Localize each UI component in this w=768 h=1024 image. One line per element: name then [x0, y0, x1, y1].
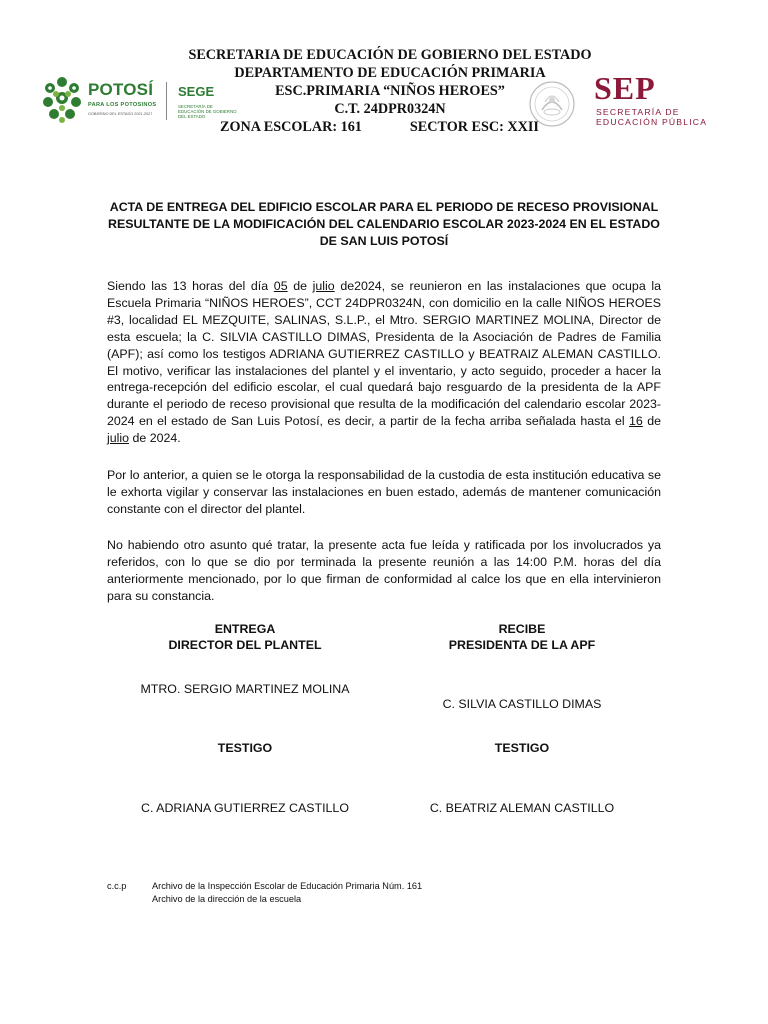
header-zona: ZONA ESCOLAR: 161	[220, 119, 362, 135]
header-line-escuela: ESC.PRIMARIA “NIÑOS HEROES”	[275, 83, 505, 99]
entrega-role: DIRECTOR DEL PLANTEL	[168, 638, 322, 652]
sege-subtitle-text: SECRETARÍA DE EDUCACIÓN DE GOBIERNO DEL ESTADO	[178, 104, 237, 119]
director-name: MTRO. SERGIO MARTINEZ MOLINA	[140, 682, 350, 696]
entrega-label: ENTREGA	[214, 622, 276, 636]
signature-recibe-block	[397, 621, 647, 653]
header-line-clave: C.T. 24DPR0324N	[334, 101, 446, 117]
signature-entrega-block	[120, 621, 370, 653]
p1-end-day: 16	[629, 414, 643, 429]
ccp-recipients	[152, 880, 572, 905]
sep-logo	[594, 70, 724, 127]
sep-subtitle-text	[596, 107, 707, 127]
sege-brand-text: SEGE	[178, 84, 215, 99]
p1-end-month: julio	[107, 431, 130, 446]
potosi-emblem-icon	[40, 74, 86, 126]
p1-text-e: de 2024.	[129, 431, 181, 446]
paragraph-reunion	[107, 278, 661, 447]
p1-month: julio	[312, 279, 335, 293]
presidenta-name: C. SILVIA CASTILLO DIMAS	[442, 697, 602, 711]
header-sector: SECTOR ESC: XXII	[409, 119, 539, 135]
potosi-slogan-text: PARA LOS POTOSINOS	[88, 102, 157, 108]
p1-text-d: de	[642, 414, 661, 429]
potosi-gov-text: GOBIERNO DEL ESTADO 2021-2027	[88, 112, 153, 116]
acta-title: ACTA DE ENTREGA DEL EDIFICIO ESCOLAR PARA EL PERIODO DE RECESO PROVISIONAL RESULTANTE DE LA MODIFICACIÓN DEL CALENDARIO ESCOLAR 2023-2024 EN EL ESTADO DE SAN LUIS POTOSÍ	[108, 200, 660, 248]
p1-day: 05	[273, 279, 288, 293]
header-line-departamento: DEPARTAMENTO DE EDUCACIÓN PRIMARIA	[234, 65, 546, 81]
testigo-label-left: TESTIGO	[217, 741, 273, 755]
recibe-label: RECIBE	[498, 622, 546, 636]
ccp-line-1: Archivo de la Inspección Escolar de Educación Primaria Núm. 161	[152, 881, 423, 891]
sep-brand-text: SEP	[594, 70, 656, 106]
recibe-role: PRESIDENTA DE LA APF	[448, 638, 596, 652]
sep-subtitle-line2: EDUCACIÓN PÚBLICA	[596, 117, 708, 127]
p1-text-a: Siendo las 13 horas del día	[107, 279, 274, 293]
p1-text-c: de2024, se reunieron en las instalaciones que ocupa la Escuela Primaria “NIÑOS HEROES”, CCT 24DPR0324N, con domicilio en la calle NIÑOS HEROES #3, localidad EL MEZQUITE, SALINAS, S.L.P., el Mtro. SERGIO MARTINEZ MOLINA, Director de esta escuela; la C. SILVIA CASTILLO DIMAS, Presidenta de la Asociación de Padres de Familia (APF); así como los testigos ADRIANA GUTIERREZ CASTILLO y BEATRAIZ ALEMAN CASTILLO. El motivo, verificar las instalaciones del plantel y el inventario, y acto seguido, proceder a hacer la entrega-recepción del edificio escolar, el cual quedará bajo resguardo de la presidenta de la APF durante el periodo de receso provisional que resulta de la modificación del calendario escolar 2023-2024 en el estado de San Luis Potosí, es decir, a partir de la fecha arriba señalada hasta el	[107, 279, 661, 429]
ccp-line-2: Archivo de la dirección de la escuela	[152, 893, 302, 904]
paragraph-cierre: No habiendo otro asunto qué tratar, la presente acta fue leída y ratificada por los involucrados ya referidos, con lo que se dio por terminada la presente reunión a las 14:00 P.M. horas del día anteriormente mencionado, por lo que firman de conformidad al calce los que en ella intervinieron para su constancia.	[107, 538, 661, 603]
header-line-secretaria: SECRETARIA DE EDUCACIÓN DE GOBIERNO DEL ESTADO	[188, 47, 592, 63]
sep-subtitle-line1: SECRETARÍA DE	[596, 107, 680, 117]
national-seal-icon	[528, 80, 576, 128]
testigo-label-right: TESTIGO	[494, 741, 550, 755]
potosi-brand-text: POTOSÍ	[88, 80, 154, 99]
testigo-name-right: C. BEATRIZ ALEMAN CASTILLO	[429, 801, 615, 815]
paragraph-responsabilidad: Por lo anterior, a quien se le otorga la responsabilidad de la custodia de esta institución educativa se le exhorta vigilar y conservar las instalaciones en buen estado, además de mantener comunicación constante con el director del plantel.	[107, 468, 661, 516]
p1-text-b: de	[287, 279, 313, 293]
testigo-name-left: C. ADRIANA GUTIERREZ CASTILLO	[141, 801, 349, 815]
ccp-label: c.c.p	[107, 881, 127, 891]
